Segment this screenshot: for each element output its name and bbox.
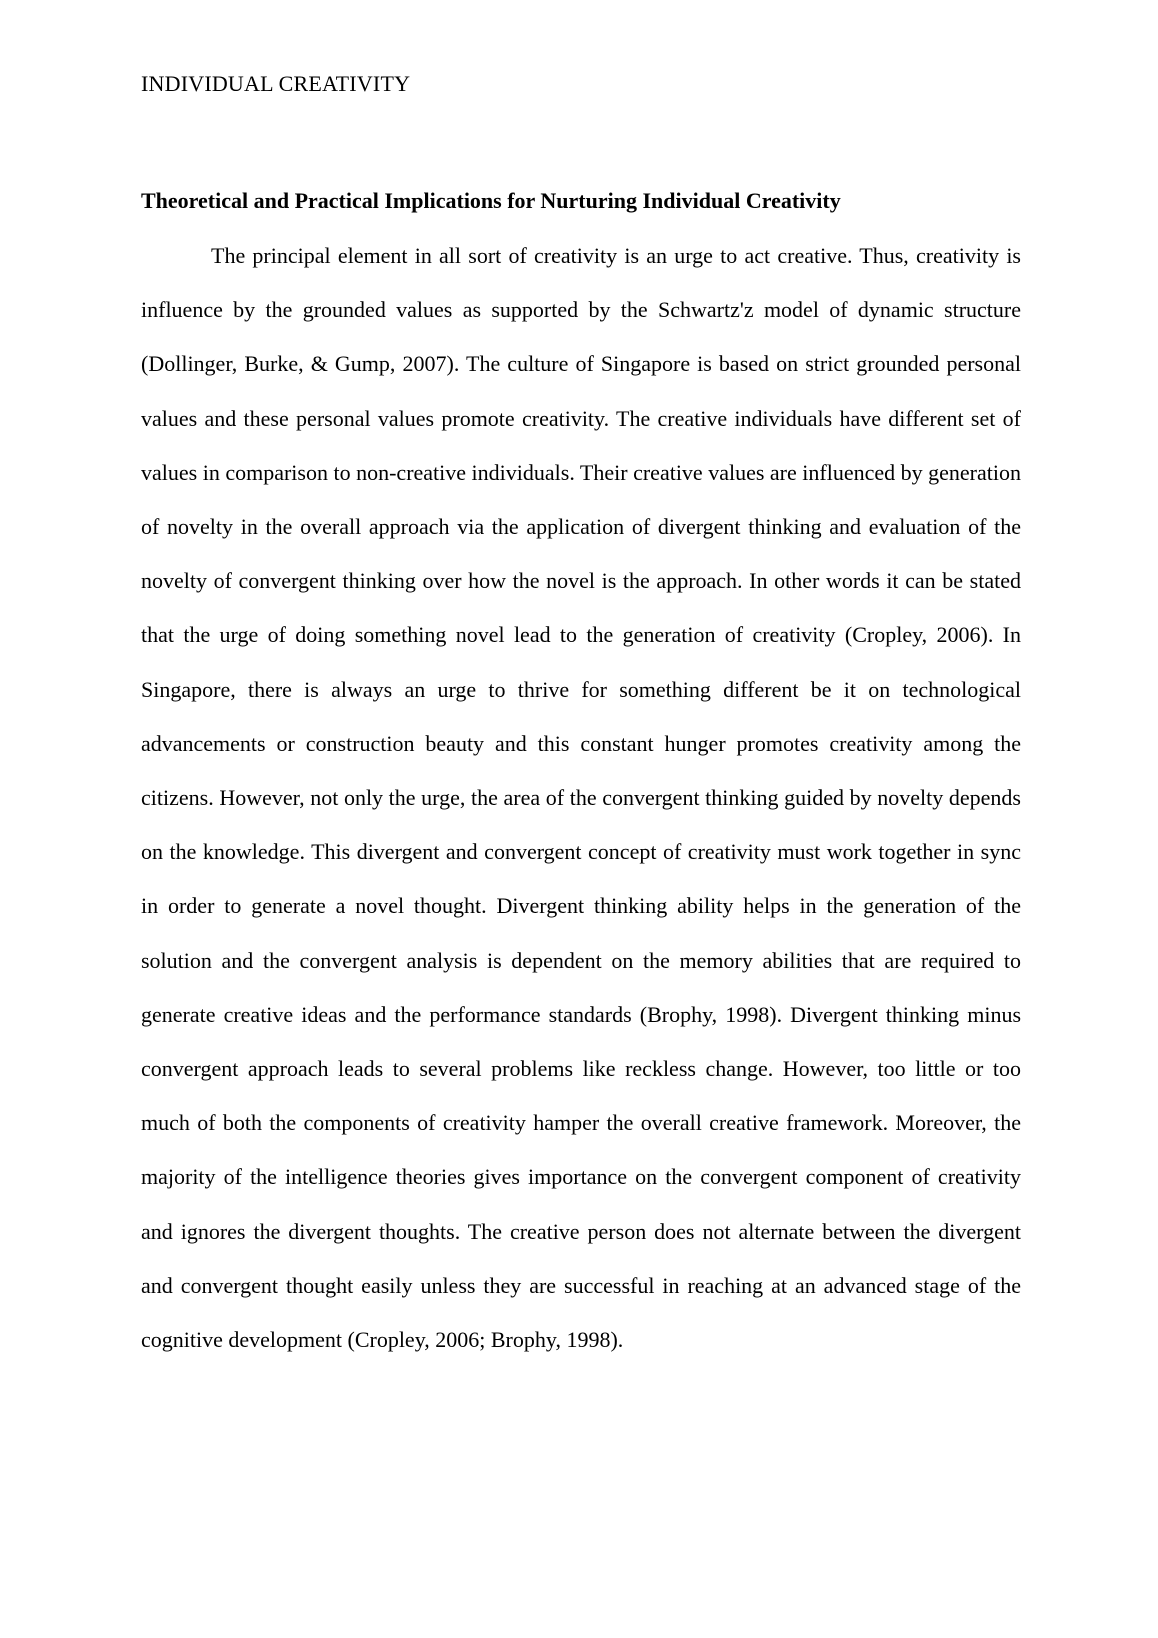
running-head: INDIVIDUAL CREATIVITY	[141, 71, 411, 96]
body-paragraph: The principal element in all sort of creativity is an urge to act creative. Thus, creativity is influence by the grounded values as supported by the Schwartz'z model of dynamic structure (Dollinger, Burke, & Gump, 2007). The culture of Singapore is based on strict grounded personal values and these personal values promote creativity. The creative individuals have different set of values in comparison to non-creative individuals. Their creative values are influenced by generation of novelty in the overall approach via the application of divergent thinking and evaluation of the novelty of convergent thinking over how the novel is the approach. In other words it can be stated that the urge of doing something novel lead to the generation of creativity (Cropley, 2006). In Singapore, there is always an urge to thrive for something different be it on technological advancements or construction beauty and this constant hunger promotes creativity among the citizens. However, not only the urge, the area of the convergent thinking guided by novelty depends on the knowledge. This divergent and convergent concept of creativity must work together in sync in order to generate a novel thought. Divergent thinking ability helps in the generation of the solution and the convergent analysis is dependent on the memory abilities that are required to generate creative ideas and the performance standards (Brophy, 1998). Divergent thinking minus convergent approach leads to several problems like reckless change. However, too little or too much of both the components of creativity hamper the overall creative framework. Moreover, the majority of the intelligence theories gives importance on the convergent component of creativity and ignores the divergent thoughts. The creative person does not alternate between the divergent and convergent thought easily unless they are successful in reaching at an advanced stage of the cognitive development (Cropley, 2006; Brophy, 1998).	[141, 243, 1021, 1353]
section-heading: Theoretical and Practical Implications for Nurturing Individual Creativity	[141, 188, 841, 213]
